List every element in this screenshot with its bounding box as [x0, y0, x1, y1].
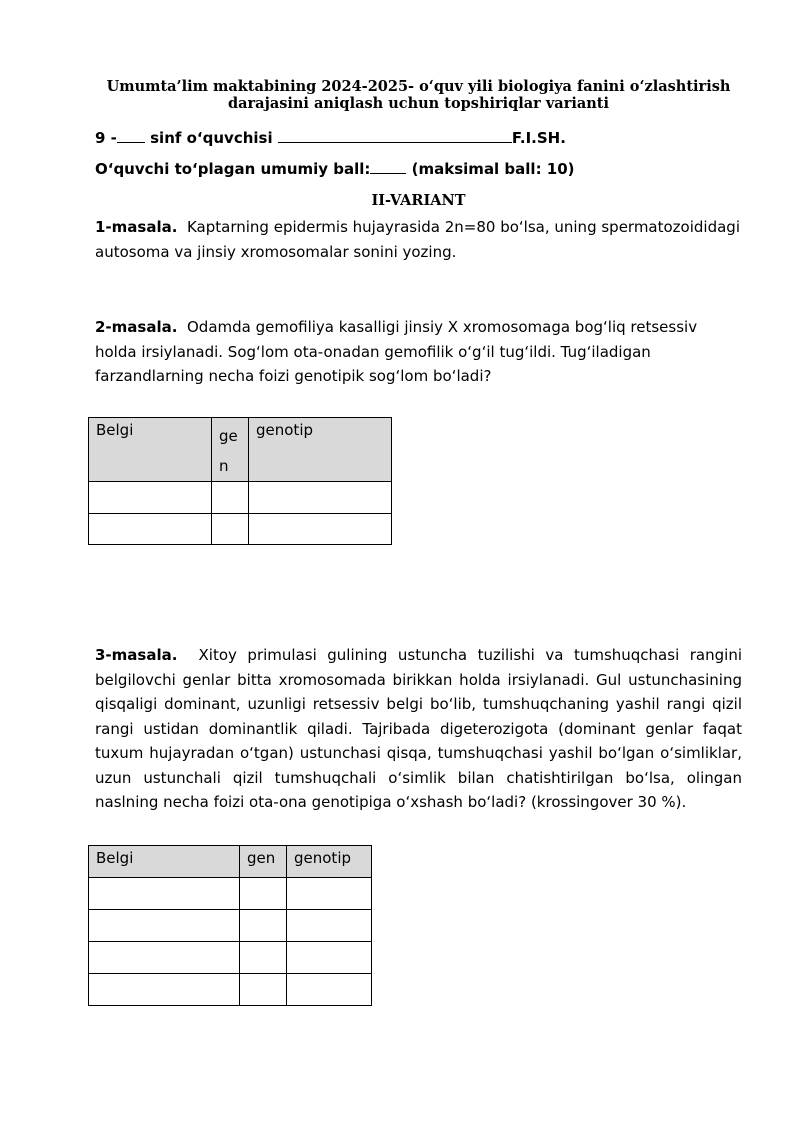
table-cell[interactable] — [287, 910, 372, 942]
score-blank[interactable] — [370, 159, 406, 174]
task-2-text: Odamda gemofiliya kasalligi jinsiy X xromosomaga bog‘liq retsessiv holda irsiylanadi. Sog‘lom ota-onadan gemofilik o‘g‘il tug‘ildi. Tug‘iladigan farzandlarning necha foizi genotipik sog‘lom bo‘ladi? — [95, 318, 698, 385]
table-cell[interactable] — [240, 942, 287, 974]
answer-table-1 — [88, 417, 392, 545]
task-3-text: Xitoy primulasi gulining ustuncha tuzilishi va tumshuqchasi rangini belgilovchi genlar bitta xromosomada birikkan holda irsiylanadi. Gul ustunchasining qisqaligi dominant, uzunligi retsessiv belgi bo‘lib, tumshuqchaning yashil rangi qizil rangi ustidan dominantlik qiladi. Tajribada digeterozigota (dominant genlar faqat tuxum hujayradan o‘tgan) ustunchasi qisqa, tumshuqchasi yashil bo‘lgan o‘simliklar, uzun ustunchali qizil tumshuqchali o‘simlik bilan chatishtirilgan bo‘lsa, olingan naslning necha foizi ota-ona genotipiga o‘xshash bo‘ladi? (krossingover 30 %). — [95, 646, 742, 811]
table-row — [89, 974, 372, 1006]
table-cell[interactable] — [240, 878, 287, 910]
task-1-label: 1-masala. — [95, 218, 178, 236]
header-genotip: genotip — [287, 846, 372, 878]
task-1-text: Kaptarning epidermis hujayrasida 2n=80 bo‘lsa, uning spermatozoididagi autosoma va jinsiy xromosomalar sonini yozing. — [95, 218, 740, 261]
student-name-blank[interactable] — [278, 128, 512, 143]
table-cell[interactable] — [89, 878, 240, 910]
document-title: Umumta’lim maktabining 2024-2025- o‘quv yili biologiya fanini o‘zlashtirish darajasini aniqlash uchun topshiriqlar varianti — [106, 78, 731, 112]
table-cell[interactable] — [212, 482, 249, 514]
table-cell[interactable] — [287, 878, 372, 910]
table-cell[interactable] — [287, 974, 372, 1006]
score-line — [95, 159, 575, 178]
table-cell[interactable] — [89, 974, 240, 1006]
table-cell[interactable] — [89, 482, 212, 514]
header-gen — [212, 418, 249, 482]
class-prefix: 9 - — [95, 129, 117, 147]
task-2 — [95, 315, 742, 389]
table-row — [89, 514, 392, 545]
class-number-blank[interactable] — [117, 128, 145, 143]
header-gen: gen — [240, 846, 287, 878]
task-2-label: 2-masala. — [95, 318, 178, 336]
table-cell[interactable] — [212, 514, 249, 545]
score-label: O‘quvchi to‘plagan umumiy ball: — [95, 160, 371, 178]
student-name-line — [95, 128, 566, 147]
table-cell[interactable] — [287, 942, 372, 974]
header-gen-part1: ge — [219, 427, 238, 445]
task-3-label: 3-masala. — [95, 646, 178, 664]
table-row — [89, 910, 372, 942]
table-cell[interactable] — [240, 910, 287, 942]
variant-heading: II-VARIANT — [371, 192, 466, 209]
table-cell[interactable] — [89, 942, 240, 974]
table-cell[interactable] — [249, 514, 392, 545]
table-header-row — [89, 418, 392, 482]
table-cell[interactable] — [240, 974, 287, 1006]
answer-table-2 — [88, 845, 372, 1006]
table-row — [89, 878, 372, 910]
header-belgi: Belgi — [89, 418, 212, 482]
table-cell[interactable] — [89, 910, 240, 942]
header-gen-part2: n — [219, 457, 229, 475]
fish-label: F.I.SH. — [511, 129, 566, 147]
task-1 — [95, 215, 742, 264]
table-row — [89, 942, 372, 974]
task-3 — [95, 643, 742, 815]
table-cell[interactable] — [89, 514, 212, 545]
header-belgi: Belgi — [89, 846, 240, 878]
table-row — [89, 482, 392, 514]
max-score: (maksimal ball: 10) — [411, 160, 575, 178]
table-header-row — [89, 846, 372, 878]
class-suffix: sinf o‘quvchisi — [150, 129, 273, 147]
header-genotip: genotip — [249, 418, 392, 482]
table-cell[interactable] — [249, 482, 392, 514]
